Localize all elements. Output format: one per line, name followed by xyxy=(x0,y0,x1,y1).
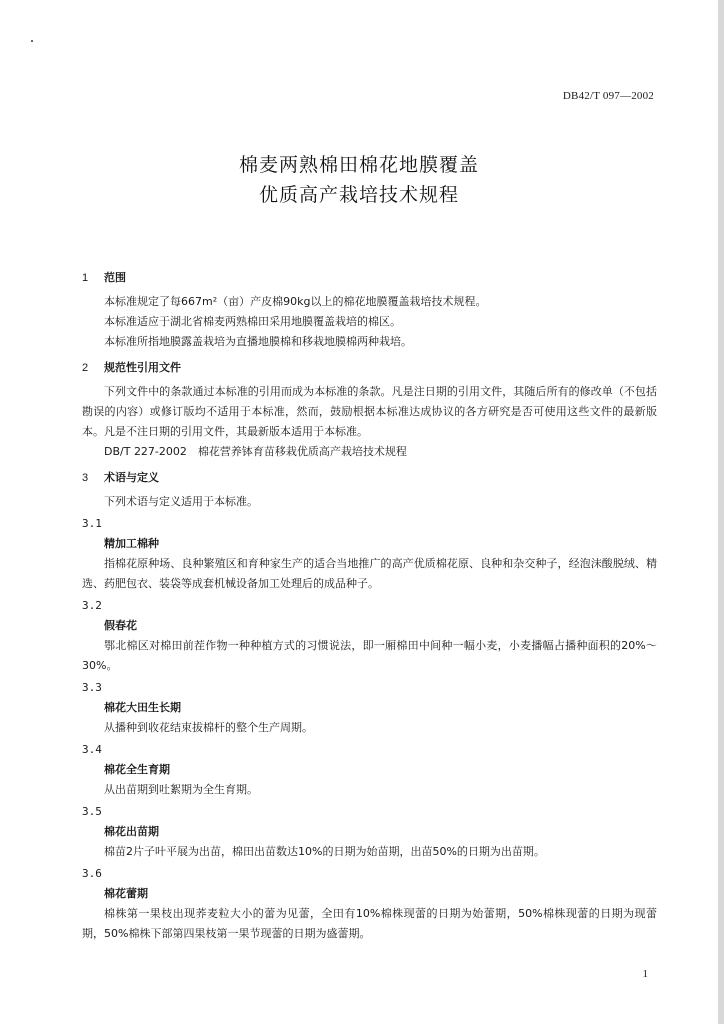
term-name: 假春花 xyxy=(104,619,137,632)
section-heading-scope xyxy=(82,268,657,288)
term-name: 精加工棉种 xyxy=(104,537,159,550)
clause-number: 3.4 xyxy=(82,743,102,756)
term-name: 棉花出苗期 xyxy=(104,825,159,838)
term-definition: 从出苗期到吐絮期为全生育期。 xyxy=(104,783,258,796)
scan-edge-shadow xyxy=(718,0,724,1024)
term-definition: 指棉花原种场、良种繁殖区和育种家生产的适合当地推广的高产优质棉花原、良种和杂交种子，经泡沫酸脱绒、精选、药肥包衣、装袋等成套机械设备加工处理后的成品种子。 xyxy=(82,557,657,590)
clause-number: 3.3 xyxy=(82,681,102,694)
clause-number: 3.1 xyxy=(82,517,102,530)
term-name: 棉花大田生长期 xyxy=(104,701,181,714)
section-title: 规范性引用文件 xyxy=(104,361,181,374)
page-number: 1 xyxy=(642,968,648,980)
term-definition: 鄂北棉区对棉田前茬作物一种种植方式的习惯说法，即一厢棉田中间种一幅小麦，小麦播幅占播种面积的20%～30%。 xyxy=(82,639,657,672)
document-body xyxy=(82,266,657,944)
section-title: 术语与定义 xyxy=(104,471,159,484)
reference-entry: DB/T 227-2002 棉花营养钵育苗移栽优质高产栽培技术规程 xyxy=(104,445,407,458)
section-number: 1 xyxy=(82,272,89,284)
term-name: 棉花全生育期 xyxy=(104,763,170,776)
paragraph: 本标准适应于湖北省棉麦两熟棉田采用地膜覆盖栽培的棉区。 xyxy=(104,315,401,328)
paragraph: 本标准规定了每667m²（亩）产皮棉90kg以上的棉花地膜覆盖栽培技术规程。 xyxy=(104,295,487,308)
clause-number: 3.2 xyxy=(82,599,102,612)
clause-number: 3.6 xyxy=(82,867,102,880)
paragraph: 下列文件中的条款通过本标准的引用而成为本标准的条款。凡是注日期的引用文件，其随后所有的修改单（不包括勘误的内容）或修订版均不适用于本标准，然而，鼓励根据本标准达成协议的各方研究是否可使用这些文件的最新版本。凡是不注日期的引用文件，其最新版本适用于本标准。 xyxy=(82,385,657,438)
section-number: 3 xyxy=(82,472,89,484)
term-definition: 从播种到收花结束拔棉杆的整个生产周期。 xyxy=(104,721,313,734)
scan-speck xyxy=(31,40,33,42)
term-definition: 棉苗2片子叶平展为出苗，棉田出苗数达10%的日期为始苗期，出苗50%的日期为出苗期。 xyxy=(104,845,545,858)
paragraph: 下列术语与定义适用于本标准。 xyxy=(104,495,258,508)
document-title-line2: 优质高产栽培技术规程 xyxy=(258,184,459,206)
standard-number: DB42/T 097—2002 xyxy=(562,90,654,102)
term-definition: 棉株第一果枝出现荞麦粒大小的蕾为见蕾，全田有10%棉株现蕾的日期为始蕾期，50%棉株现蕾的日期为现蕾期，50%棉株下部第四果枝第一果节现蕾的日期为盛蕾期。 xyxy=(82,907,657,940)
term-name: 棉花蕾期 xyxy=(104,887,148,900)
section-title: 范围 xyxy=(104,271,126,284)
section-number: 2 xyxy=(82,362,89,374)
section-heading-terms xyxy=(82,468,657,488)
paragraph: 本标准所指地膜露盖栽培为直播地膜棉和移栽地膜棉两种栽培。 xyxy=(104,335,412,348)
section-heading-references xyxy=(82,358,657,378)
document-title-line1: 棉麦两熟棉田棉花地膜覆盖 xyxy=(238,154,479,176)
clause-number: 3.5 xyxy=(82,805,102,818)
